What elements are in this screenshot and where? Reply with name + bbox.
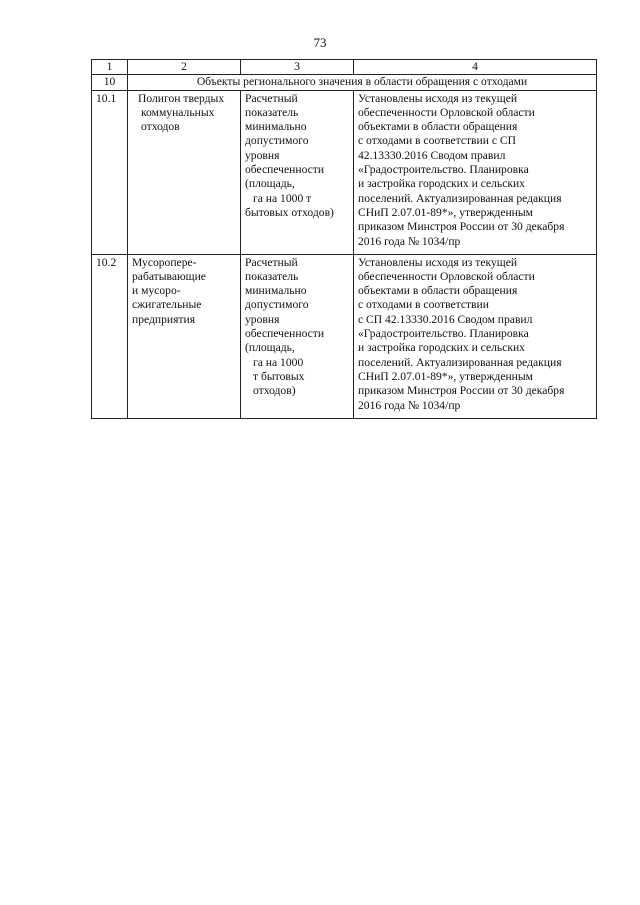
header-cell: 2: [128, 60, 241, 75]
text-line: бытовых отходов): [245, 205, 334, 219]
section-number: 10: [92, 75, 128, 90]
text-line: минимально: [245, 120, 307, 134]
object-name-cell: [128, 90, 241, 254]
text-line: 2016 года № 1034/пр: [358, 234, 461, 248]
object-name-cell: [128, 254, 241, 418]
table-row: [92, 90, 597, 254]
text-line: приказом Минстроя России от 30 декабря: [358, 220, 565, 234]
text-line: уровня: [245, 312, 280, 326]
text-line: обеспеченности Орловской области: [358, 269, 535, 283]
text-line: т бытовых: [253, 369, 305, 383]
text-line: Мусоропере-: [132, 255, 197, 269]
text-line: и застройка городских и сельских: [358, 177, 525, 191]
text-line: минимально: [245, 284, 307, 298]
objects-table: [91, 59, 597, 419]
page-number: 73: [313, 35, 327, 50]
text-line: 42.13330.2016 Сводом правил: [358, 148, 506, 162]
text-line: показатель: [245, 105, 299, 119]
text-line: поселений. Актуализированная редакция: [358, 355, 562, 369]
text-line: Полигон твердых: [138, 91, 225, 105]
text-line: сжигательные: [132, 298, 202, 312]
text-line: Расчетный: [245, 255, 298, 269]
text-line: приказом Минстроя России от 30 декабря: [358, 384, 565, 398]
header-cell: 1: [92, 60, 128, 75]
text-line: и застройка городских и сельских: [358, 341, 525, 355]
table-header-row: [92, 60, 597, 75]
header-cell: 3: [241, 60, 354, 75]
text-line: обеспеченности: [245, 163, 325, 177]
text-line: га на 1000 т: [253, 191, 312, 205]
text-line: га на 1000: [253, 355, 304, 369]
text-line: Расчетный: [245, 91, 298, 105]
text-line: 2016 года № 1034/пр: [358, 398, 461, 412]
text-line: «Градостроительство. Планировка: [358, 163, 529, 177]
section-title: Объекты регионального значения в области обращения с отходами: [128, 75, 597, 90]
row-number: 10.2: [92, 254, 128, 418]
text-line: объектами в области обращения: [358, 120, 518, 134]
text-line: коммунальных: [141, 105, 215, 119]
text-line: СНиП 2.07.01-89*», утвержденным: [358, 369, 534, 383]
basis-cell: [354, 254, 597, 418]
text-line: объектами в области обращения: [358, 284, 518, 298]
text-line: уровня: [245, 148, 280, 162]
text-line: поселений. Актуализированная редакция: [358, 191, 562, 205]
text-line: отходов): [253, 384, 296, 398]
text-line: Установлены исходя из текущей: [358, 255, 518, 269]
indicator-cell: [241, 90, 354, 254]
text-line: с отходами в соответствии с СП: [358, 134, 516, 148]
text-line: (площадь,: [245, 341, 295, 355]
text-line: показатель: [245, 269, 299, 283]
text-line: допустимого: [245, 134, 309, 148]
indicator-cell: [241, 254, 354, 418]
text-line: с СП 42.13330.2016 Сводом правил: [358, 312, 533, 326]
basis-cell: [354, 90, 597, 254]
text-line: рабатывающие: [132, 269, 206, 283]
text-line: допустимого: [245, 298, 309, 312]
text-line: и мусоро-: [132, 284, 181, 298]
text-line: предприятия: [132, 312, 196, 326]
row-number: 10.1: [92, 90, 128, 254]
text-line: СНиП 2.07.01-89*», утвержденным: [358, 205, 534, 219]
text-line: отходов: [141, 120, 180, 134]
section-row: [92, 75, 597, 90]
text-line: с отходами в соответствии: [358, 298, 489, 312]
table-row: [92, 254, 597, 418]
text-line: обеспеченности Орловской области: [358, 105, 535, 119]
header-cell: 4: [354, 60, 597, 75]
text-line: «Градостроительство. Планировка: [358, 327, 529, 341]
text-line: (площадь,: [245, 177, 295, 191]
text-line: Установлены исходя из текущей: [358, 91, 518, 105]
text-line: обеспеченности: [245, 327, 325, 341]
